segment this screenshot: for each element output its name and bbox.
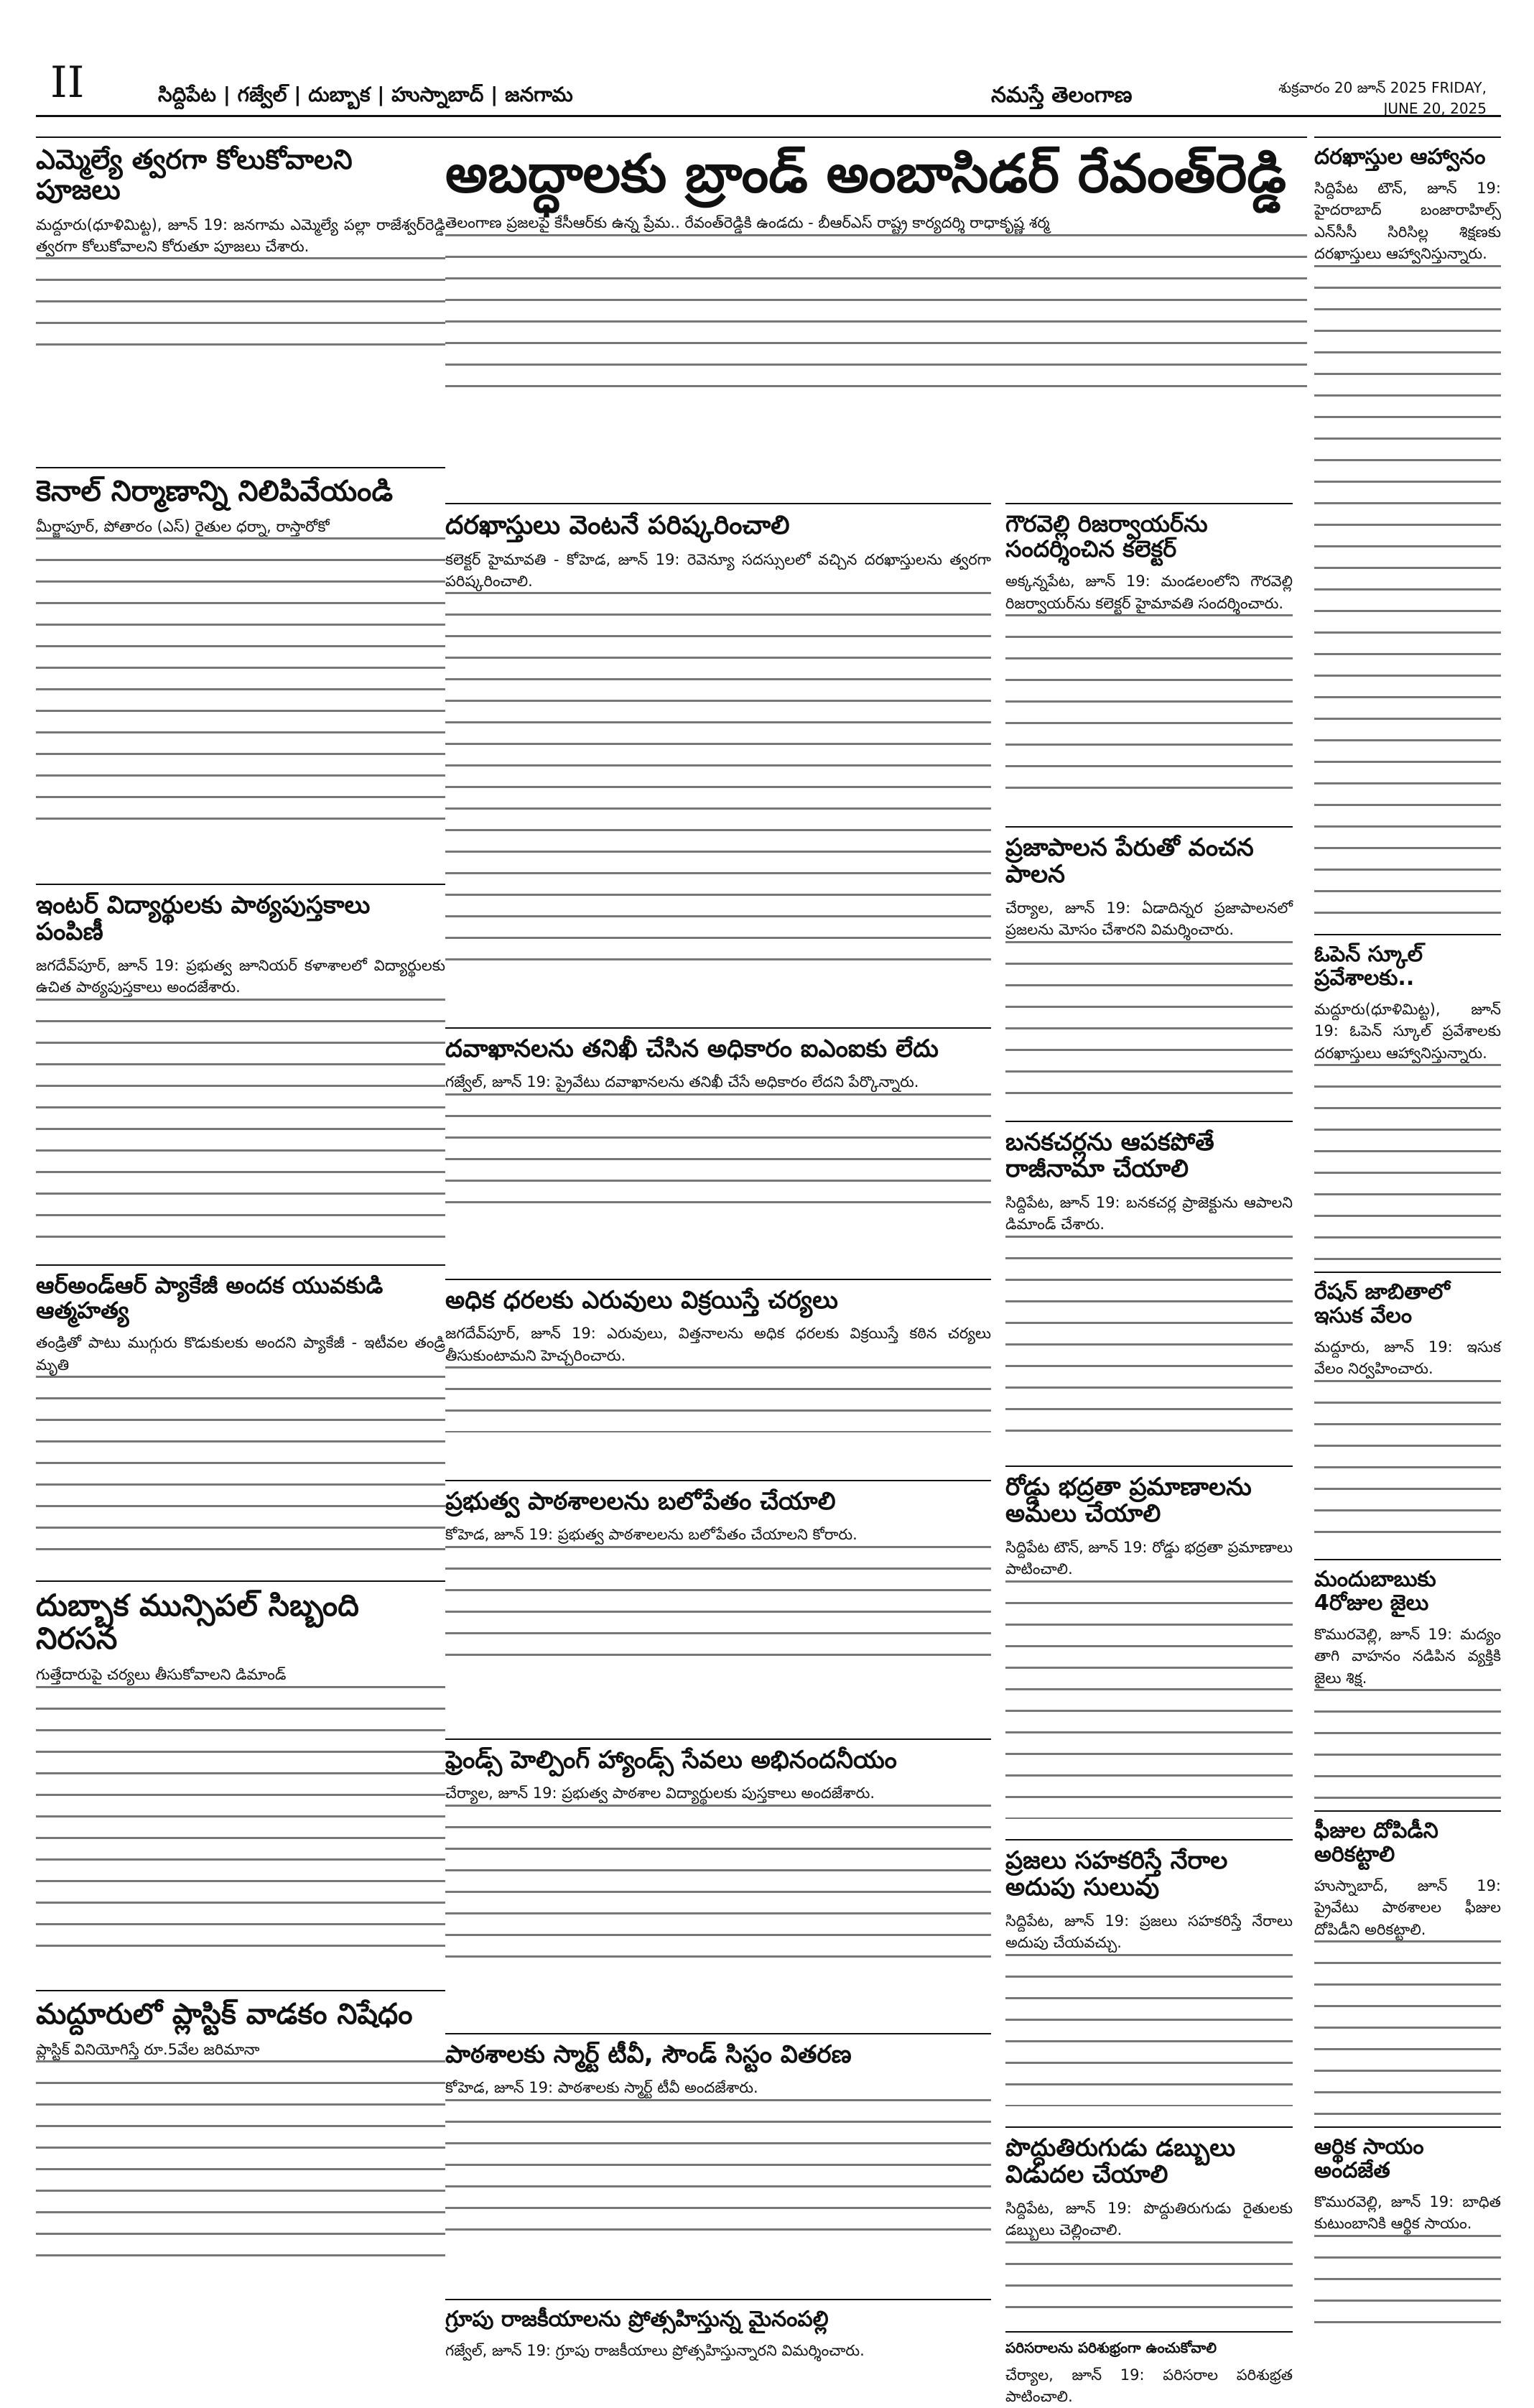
article (445, 503, 991, 1014)
headline: అబద్ధాలకు బ్రాండ్ అంబాసిడర్ రేవంత్‌రెడ్డి (445, 143, 1287, 205)
headline: పరిసరాలను పరిశుభ్రంగా ఉంచుకోవాలి (1005, 2339, 1217, 2356)
article-lead: మద్దూరు, జూన్ 19: ఇసుక వేలం నిర్వహించారు. (1314, 1338, 1501, 1378)
body-text-block (445, 592, 991, 978)
headline: మద్దూరులో ప్లాస్టిక్ వాడకం నిషేధం (36, 1998, 413, 2031)
masthead (36, 50, 1501, 117)
headline: ప్రజలు సహకరిస్తే నేరాల అదుపు సులువు (1005, 1846, 1228, 1902)
body-text-block (1314, 1940, 1501, 2134)
headline: ఫ్రెండ్స్ హెల్పింగ్ హ్యాండ్స్ సేవలు అభినందనీయం (445, 1746, 897, 1774)
body-text-block (36, 537, 445, 825)
article-lead: హుస్నాబాద్, జూన్ 19: ప్రైవేటు పాఠశాలల ఫీజుల దోపిడీని అరికట్టాలి. (1314, 1877, 1501, 1938)
article-lead: ప్లాస్టిక్ వినియోగిస్తే రూ.5వేల జరిమానా (36, 2041, 260, 2058)
article (36, 884, 445, 1259)
article (445, 136, 1307, 483)
article-lead: జగదేవ్‌పూర్, జూన్ 19: ఎరువులు, విత్తనాలను అధిక ధరలకు విక్రయిస్తే కఠిన చర్యలు తీసుకుంటామని హెచ్చరించారు. (445, 1325, 991, 1364)
article (36, 1580, 445, 1984)
article (445, 1738, 991, 2020)
body-text-block (1005, 941, 1293, 1101)
issue-date: శుక్రవారం 20 జూన్ 2025 FRIDAY, JUNE 20, 2025 (1278, 79, 1487, 117)
article-lead: కొమురవెల్లి, జూన్ 19: మద్యం తాగి వాహనం నడిపిన వ్యక్తికి జైలు శిక్ష. (1314, 1626, 1501, 1687)
body-text-block (1314, 2235, 1501, 2328)
headline: పాఠశాలకు స్మార్ట్ టీవీ, సౌండ్ సిస్టం వితరణ (445, 2040, 852, 2069)
article-lead: అక్కన్నపేట, జూన్ 19: మండలంలోని గౌరవెల్లి రిజర్వాయర్‌ను కలెక్టర్ హైమావతి సందర్శించారు. (1005, 573, 1293, 612)
article-lead: సిద్దిపేట, జూన్ 19: పొద్దుతిరుగుడు రైతులకు డబ్బులు చెల్లించాలి. (1005, 2199, 1293, 2239)
article (1005, 2126, 1293, 2329)
article (36, 467, 445, 885)
headline: రేషన్ జాబితాలో ఇసుక వేలం (1314, 1279, 1450, 1328)
article-lead: సిద్దిపేట, జూన్ 19: బనకచర్ల ప్రాజెక్టును ఆపాలని డిమాండ్ చేశారు. (1005, 1193, 1293, 1233)
headline: ఆర్‌అండ్‌ఆర్ ప్యాకేజీ అందక యువకుడి ఆత్మహత్య (36, 1272, 384, 1325)
headline: ఫీజుల దోపిడీని అరికట్టాలి (1314, 1818, 1438, 1867)
article-lead: కోహెడ, జూన్ 19: పాఠశాలకు స్మార్ట్ టీవీ అందజేశారు. (445, 2079, 758, 2097)
body-text-block (1314, 265, 1501, 933)
article (1005, 2331, 1293, 2406)
body-text-block (445, 1093, 991, 1217)
headline: పొద్దుతిరుగుడు డబ్బులు విడుదల చేయాలి (1005, 2134, 1236, 2190)
article (1005, 1839, 1293, 2113)
body-text-block (36, 2060, 445, 2276)
article (445, 1480, 991, 1726)
article (36, 1264, 445, 1575)
body-text-block (1005, 1580, 1293, 1819)
headline: కెనాల్ నిర్మాణాన్ని నిలిపివేయండి (36, 475, 394, 508)
headline: రోడ్డు భద్రతా ప్రమాణాలను అమలు చేయాలి (1005, 1473, 1252, 1529)
article (36, 1990, 445, 2336)
headline: ఎమ్మెల్యే త్వరగా కోలుకోవాలని పూజలు (36, 144, 353, 205)
article-lead: చేర్యాల, జూన్ 19: పరిసరాల పరిశుభ్రత పాటించాలి. (1005, 2366, 1293, 2406)
body-text-block (445, 1546, 991, 1670)
article-lead: కోహెడ, జూన్ 19: ప్రభుత్వ పాఠశాలలను బలోపేతం చేయాలని కోరారు. (445, 1526, 857, 1544)
headline: ఓపెన్ స్కూల్ ప్రవేశాలకు.. (1314, 942, 1423, 991)
headline: ఇంటర్ విద్యార్థులకు పాఠ్యపుస్తకాలు పంపిణీ (36, 891, 371, 947)
body-text-block (1005, 614, 1293, 805)
article-lead: మీర్జాపూర్, పోతారం (ఎస్) రైతుల ధర్నా, రాస్తారోకో (36, 518, 330, 535)
headline: దుబ్బాక మున్సిపల్ సిబ్బంది నిరసన (36, 1588, 359, 1657)
article-lead: మద్దూరు(ధూళిమిట్ట), జూన్ 19: జనగామ ఎమ్మెల్యే పల్లా రాజేశ్వర్‌రెడ్డి త్వరగా కోలుకోవాలని కోరుతూ పూజలు చేశారు. (36, 216, 445, 256)
body-text-block (445, 1366, 991, 1432)
headline: గౌరవెల్లి రిజర్వాయర్‌ను సందర్శించిన కలెక్టర్ (1005, 510, 1208, 563)
article (1314, 136, 1501, 921)
body-text-block (36, 1686, 445, 1956)
body-text-block (445, 234, 1307, 401)
headline: దరఖాస్తుల ఆహ్వానం (1314, 144, 1486, 170)
article (1314, 2126, 1501, 2336)
article (1314, 1810, 1501, 2121)
article (1005, 1121, 1293, 1453)
article (445, 2299, 991, 2359)
article-lead: తెలంగాణ ప్రజలపై కేసీఆర్‌కు ఉన్న ప్రేమ.. రేవంత్‌రెడ్డికి ఉండదు - బీఆర్‌ఎస్ రాష్ట్ర కార్యదర్శి రాధాకృష్ణ శర్మ (445, 214, 1050, 232)
body-text-block (36, 257, 445, 361)
body-text-block (1005, 1954, 1293, 2106)
article-lead: గజ్వేల్, జూన్ 19: ప్రైవేటు దవాఖానలను తనిఖీ చేసే అధికారం లేదని పేర్కొన్నారు. (445, 1073, 919, 1091)
article-lead: కలెక్టర్ హైమావతి - కోహెడ, జూన్ 19: రెవెన్యూ సదస్సులలో వచ్చిన దరఖాస్తులను త్వరగా పరిష్కరించాలి. (445, 550, 991, 591)
headline: బనకచర్లను ఆపకపోతే రాజీనామా చేయాలి (1005, 1128, 1214, 1184)
article (1005, 503, 1293, 813)
article-lead: సిద్దిపేట టౌన్, జూన్ 19: రోడ్డు భద్రతా ప్రమాణాలు పాటించాలి. (1005, 1538, 1293, 1578)
article-lead: చేర్యాల, జూన్ 19: ఏడాదిన్నర ప్రజాపాలనలో ప్రజలను మోసం చేశారని విమర్శించారు. (1005, 899, 1293, 939)
article-lead: చేర్యాల, జూన్ 19: ప్రభుత్వ పాఠశాల విద్యార్థులకు పుస్తకాలు అందజేశారు. (445, 1784, 875, 1802)
article (1005, 1465, 1293, 1826)
headline: ఆర్థిక సాయం అందజేత (1314, 2134, 1424, 2183)
article-lead: కొమురవెల్లి, జూన్ 19: బాధిత కుటుంబానికి ఆర్థిక సాయం. (1314, 2193, 1501, 2233)
body-text-block (1005, 2241, 1293, 2322)
body-text-block (1005, 1236, 1293, 1445)
article (1314, 934, 1501, 1266)
article-lead: తండ్రితో పాటు ముగ్గురు కొడుకులకు అందని ప్యాకేజీ - ఇటీవల తండ్రి మృతి (36, 1334, 445, 1374)
article (1314, 1559, 1501, 1805)
article (1314, 1272, 1501, 1553)
headline: దవాఖానలను తనిఖీ చేసిన అధికారం ఐఎంఐకు లేదు (445, 1034, 939, 1063)
article (445, 2033, 991, 2293)
article (445, 1279, 991, 1467)
headline: ప్రభుత్వ పాఠశాలలను బలోపేతం చేయాలి (445, 1487, 836, 1516)
body-text-block (36, 1376, 445, 1567)
body-text-block (36, 999, 445, 1251)
headline: ప్రజాపాలన పేరుతో వంచన పాలన (1005, 833, 1254, 889)
headline: అధిక ధరలకు ఎరువులు విక్రయిస్తే చర్యలు (445, 1286, 838, 1315)
headline: మందుబాబుకు 4రోజుల జైలు (1314, 1567, 1436, 1616)
paper-name: నమస్తే తెలంగాణ (991, 83, 1133, 108)
article-lead: సిద్దిపేట, జూన్ 19: ప్రజలు సహకరిస్తే నేరాలు అదుపు చేయవచ్చు. (1005, 1912, 1293, 1952)
body-text-block (445, 1805, 991, 1964)
body-text-block (1314, 1064, 1501, 1279)
headline: దరఖాస్తులు వెంటనే పరిష్కరించాలి (445, 511, 790, 540)
article (36, 136, 445, 368)
body-text-block (1314, 1689, 1501, 1818)
article-lead: గుత్తేదారుపై చర్యలు తీసుకోవాలని డిమాండ్ (36, 1666, 287, 1684)
article-lead: సిద్దిపేట టౌన్, జూన్ 19: హైదరాబాద్ బంజారాహిల్స్ ఎన్‌సీసీ సిరిసిల్ల శిక్షణకు దరఖాస్తులు ఆహ్వానిస్తున్నారు. (1314, 180, 1501, 263)
headline: గ్రూపు రాజకీయాలను ప్రోత్సహిస్తున్న మైనంపల్లి (445, 2307, 829, 2332)
article-lead: గజ్వేల్, జూన్ 19: గ్రూపు రాజకీయాలు ప్రోత్సహిస్తున్నారని విమర్శించారు. (445, 2342, 865, 2359)
article-lead: జగదేవ్‌పూర్, జూన్ 19: ప్రభుత్వ జూనియర్ కళాశాలలో విద్యార్థులకు ఉచిత పాఠ్యపుస్తకాలు అందజేశారు. (36, 956, 445, 996)
article (1005, 826, 1293, 1108)
edition-list: సిద్దిపేట | గజ్వేల్ | దుబ్బాక | హుస్నాబాద్ | జనగామ (158, 83, 573, 106)
page-number: II (50, 57, 85, 108)
article (445, 1027, 991, 1273)
body-text-block (1314, 1380, 1501, 1545)
article-lead: మద్దూరు(ధూళిమిట్ట), జూన్ 19: ఓపెన్ స్కూల్ ప్రవేశాలకు దరఖాస్తులు ఆహ్వానిస్తున్నారు. (1314, 1001, 1501, 1062)
body-text-block (445, 2099, 991, 2237)
